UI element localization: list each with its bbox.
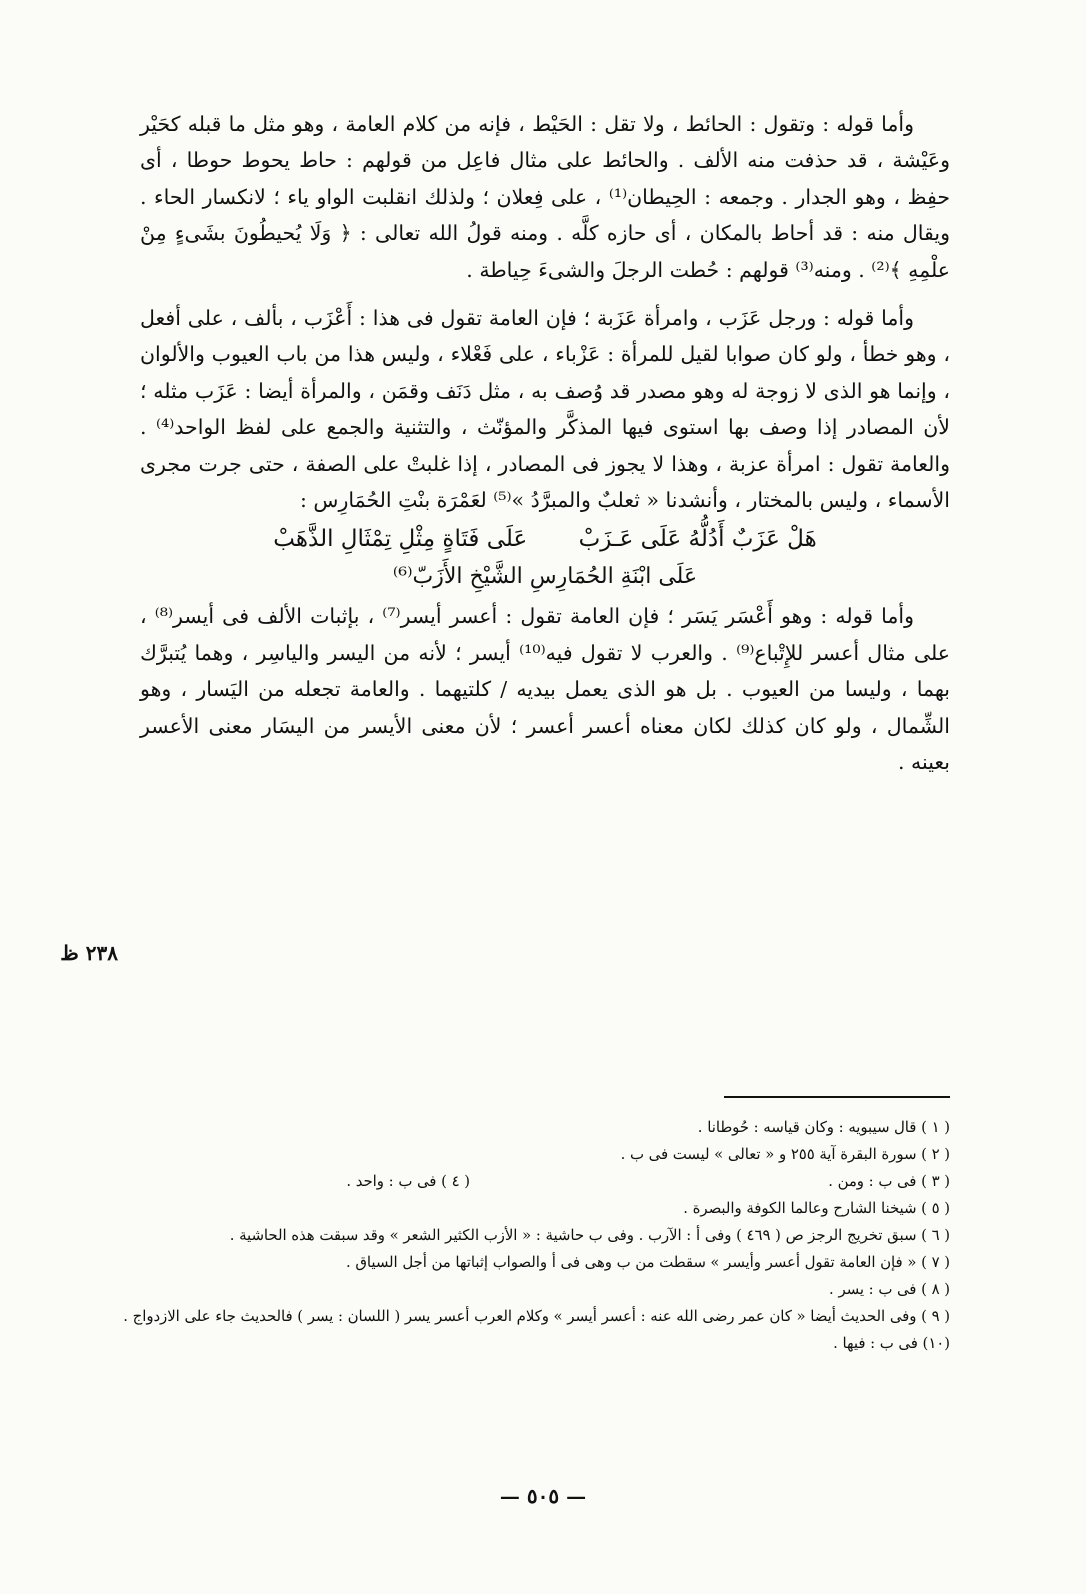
poetry-verse [140, 520, 950, 558]
manuscript-folio-marker: ٢٣٨ ظ [60, 941, 118, 965]
verse-hemistich-1: هَلْ عَزَبٌ أَدُلُّهُ عَلَى عَـزَبْ [578, 526, 817, 553]
footnote-6: ( ٦ ) سبق تخريج الرجز ص ( ٤٦٩ ) وفى أ : الآرب . وفى ب حاشية : « الأزب الكثير الشعر » وقد سبقت هذه الحاشية . [229, 1227, 950, 1244]
footnote-1: ( ١ ) قال سيبويه : وكان قياسه : حُوطانا . [697, 1119, 950, 1136]
poetry-verse-line-2: عَلَى ابْنَةِ الحُمَارِسِ الشَّيْخِ الأَزَبّ⁽⁶⁾ [392, 564, 698, 590]
footnotes [110, 1114, 950, 1357]
verse-hemistich-2: عَلَى فَتَاةٍ مِثْلِ تِمْثَالِ الذَّهَبْ [273, 526, 528, 553]
page-number: — ٥٠٥ — [499, 1484, 587, 1508]
paragraph-3: وأما قوله : وهو أَعْسَر يَسَر ؛ فإن العامة تقول : أعسر أيسر⁽⁷⁾ ، بإثبات الألف فى أيسر⁽⁸⁾ ، على مثال أعسر للإِتْباع⁽⁹⁾ . والعرب لا تقول فيه⁽¹⁰⁾ أيسر ؛ لأنه من اليسر والياسِر ، وهما يُتبرَّك بهما ، وليسا من العيوب . بل هو الذى يعمل بيديه / كلتيهما . والعامة تجعله من اليَسار ، وهو الشِّمال ، ولو كان كذلك لكان معناه أعسر أعسر ؛ لأن معنى الأيسر من اليسَار معنى الأعسر بعينه . [140, 604, 950, 775]
paragraph-1: وأما قوله : وتقول : الحائط ، ولا تقل : الحَيْط ، فإنه من كلام العامة ، وهو مثل ما قبله كحَيْر وعَيْشة ، قد حذفت منه الألف . والحائط على مثال فاعِل من قولهم : حاط يحوط حوطا ، أى حفِظ ، وهو الجدار . وجمعه : الحِيطان⁽¹⁾ ، على فِعلان ؛ ولذلك انقلبت الواو ياء ؛ لانكسار الحاء . ويقال منه : قد أحاط بالمكان ، أى حازه كلَّه . ومنه قولُ الله تعالى : ﴿ وَلَا يُحيطُونَ بشَىءٍ مِنْ علْمِهِ ﴾⁽²⁾ . ومنه⁽³⁾ قولهم : حُطت الرجلَ والشىءَ حِياطة . [140, 112, 950, 282]
footnote-9: ( ٩ ) وفى الحديث أيضا « كان عمر رضى الله عنه : أعسر أيسر » وكلام العرب أعسر يسر ( اللسان : يسر ) فالحديث جاء على الازدواج . [123, 1308, 950, 1325]
footnote-8: ( ٨ ) فى ب : يسر . [829, 1281, 950, 1298]
footnote-10: (١٠) فى ب : فيها . [833, 1335, 950, 1352]
footnote-2: ( ٢ ) سورة البقرة آية ٢٥٥ و « تعالى » ليست فى ب . [620, 1146, 950, 1163]
footnote-5: ( ٥ ) شيخنا الشارح وعالما الكوفة والبصرة . [683, 1200, 950, 1217]
paragraph-2: وأما قوله : ورجل عَزَب ، وامرأة عَزَبة ؛ فإن العامة تقول فى هذا : أَعْزَب ، بألف ، على أفعل ، وهو خطأ ، ولو كان صوابا لقيل للمرأة : عَزْباء ، على فَعْلاء ، وليس هذا من باب العيوب والألوان ، وإنما هو الذى لا زوجة له وهو مصدر قد وُصف به ، مثل دَنَف وقمَن ، والمرأة أيضا : عَزَب مثله ؛ لأن المصادر إذا وصف بها استوى فيها المذكَّر والمؤنّث ، والتثنية والجمع على لفظ الواحد⁽⁴⁾ . والعامة تقول : امرأة عزبة ، وهذا لا يجوز فى المصادر ، إذا غلبتْ على الصفة ، حتى جرت مجرى الأسماء ، وليس بالمختار ، وأنشدنا « ثعلبٌ والمبرَّدُ »⁽⁵⁾ لعَمْرَة بنْتِ الحُمَارِس : [140, 306, 950, 513]
main-text [140, 106, 950, 781]
footnote-3: ( ٣ ) فى ب : ومن . [828, 1173, 950, 1190]
footnote-row-3-4 [110, 1168, 950, 1195]
footnote-4: ( ٤ ) فى ب : واحد . [346, 1173, 470, 1190]
footnote-7: ( ٧ ) « فإن العامة تقول أعسر وأيسر » سقطت من ب وهى فى أ والصواب إثباتها من أجل السياق . [345, 1254, 950, 1271]
footnote-divider [724, 1096, 950, 1098]
